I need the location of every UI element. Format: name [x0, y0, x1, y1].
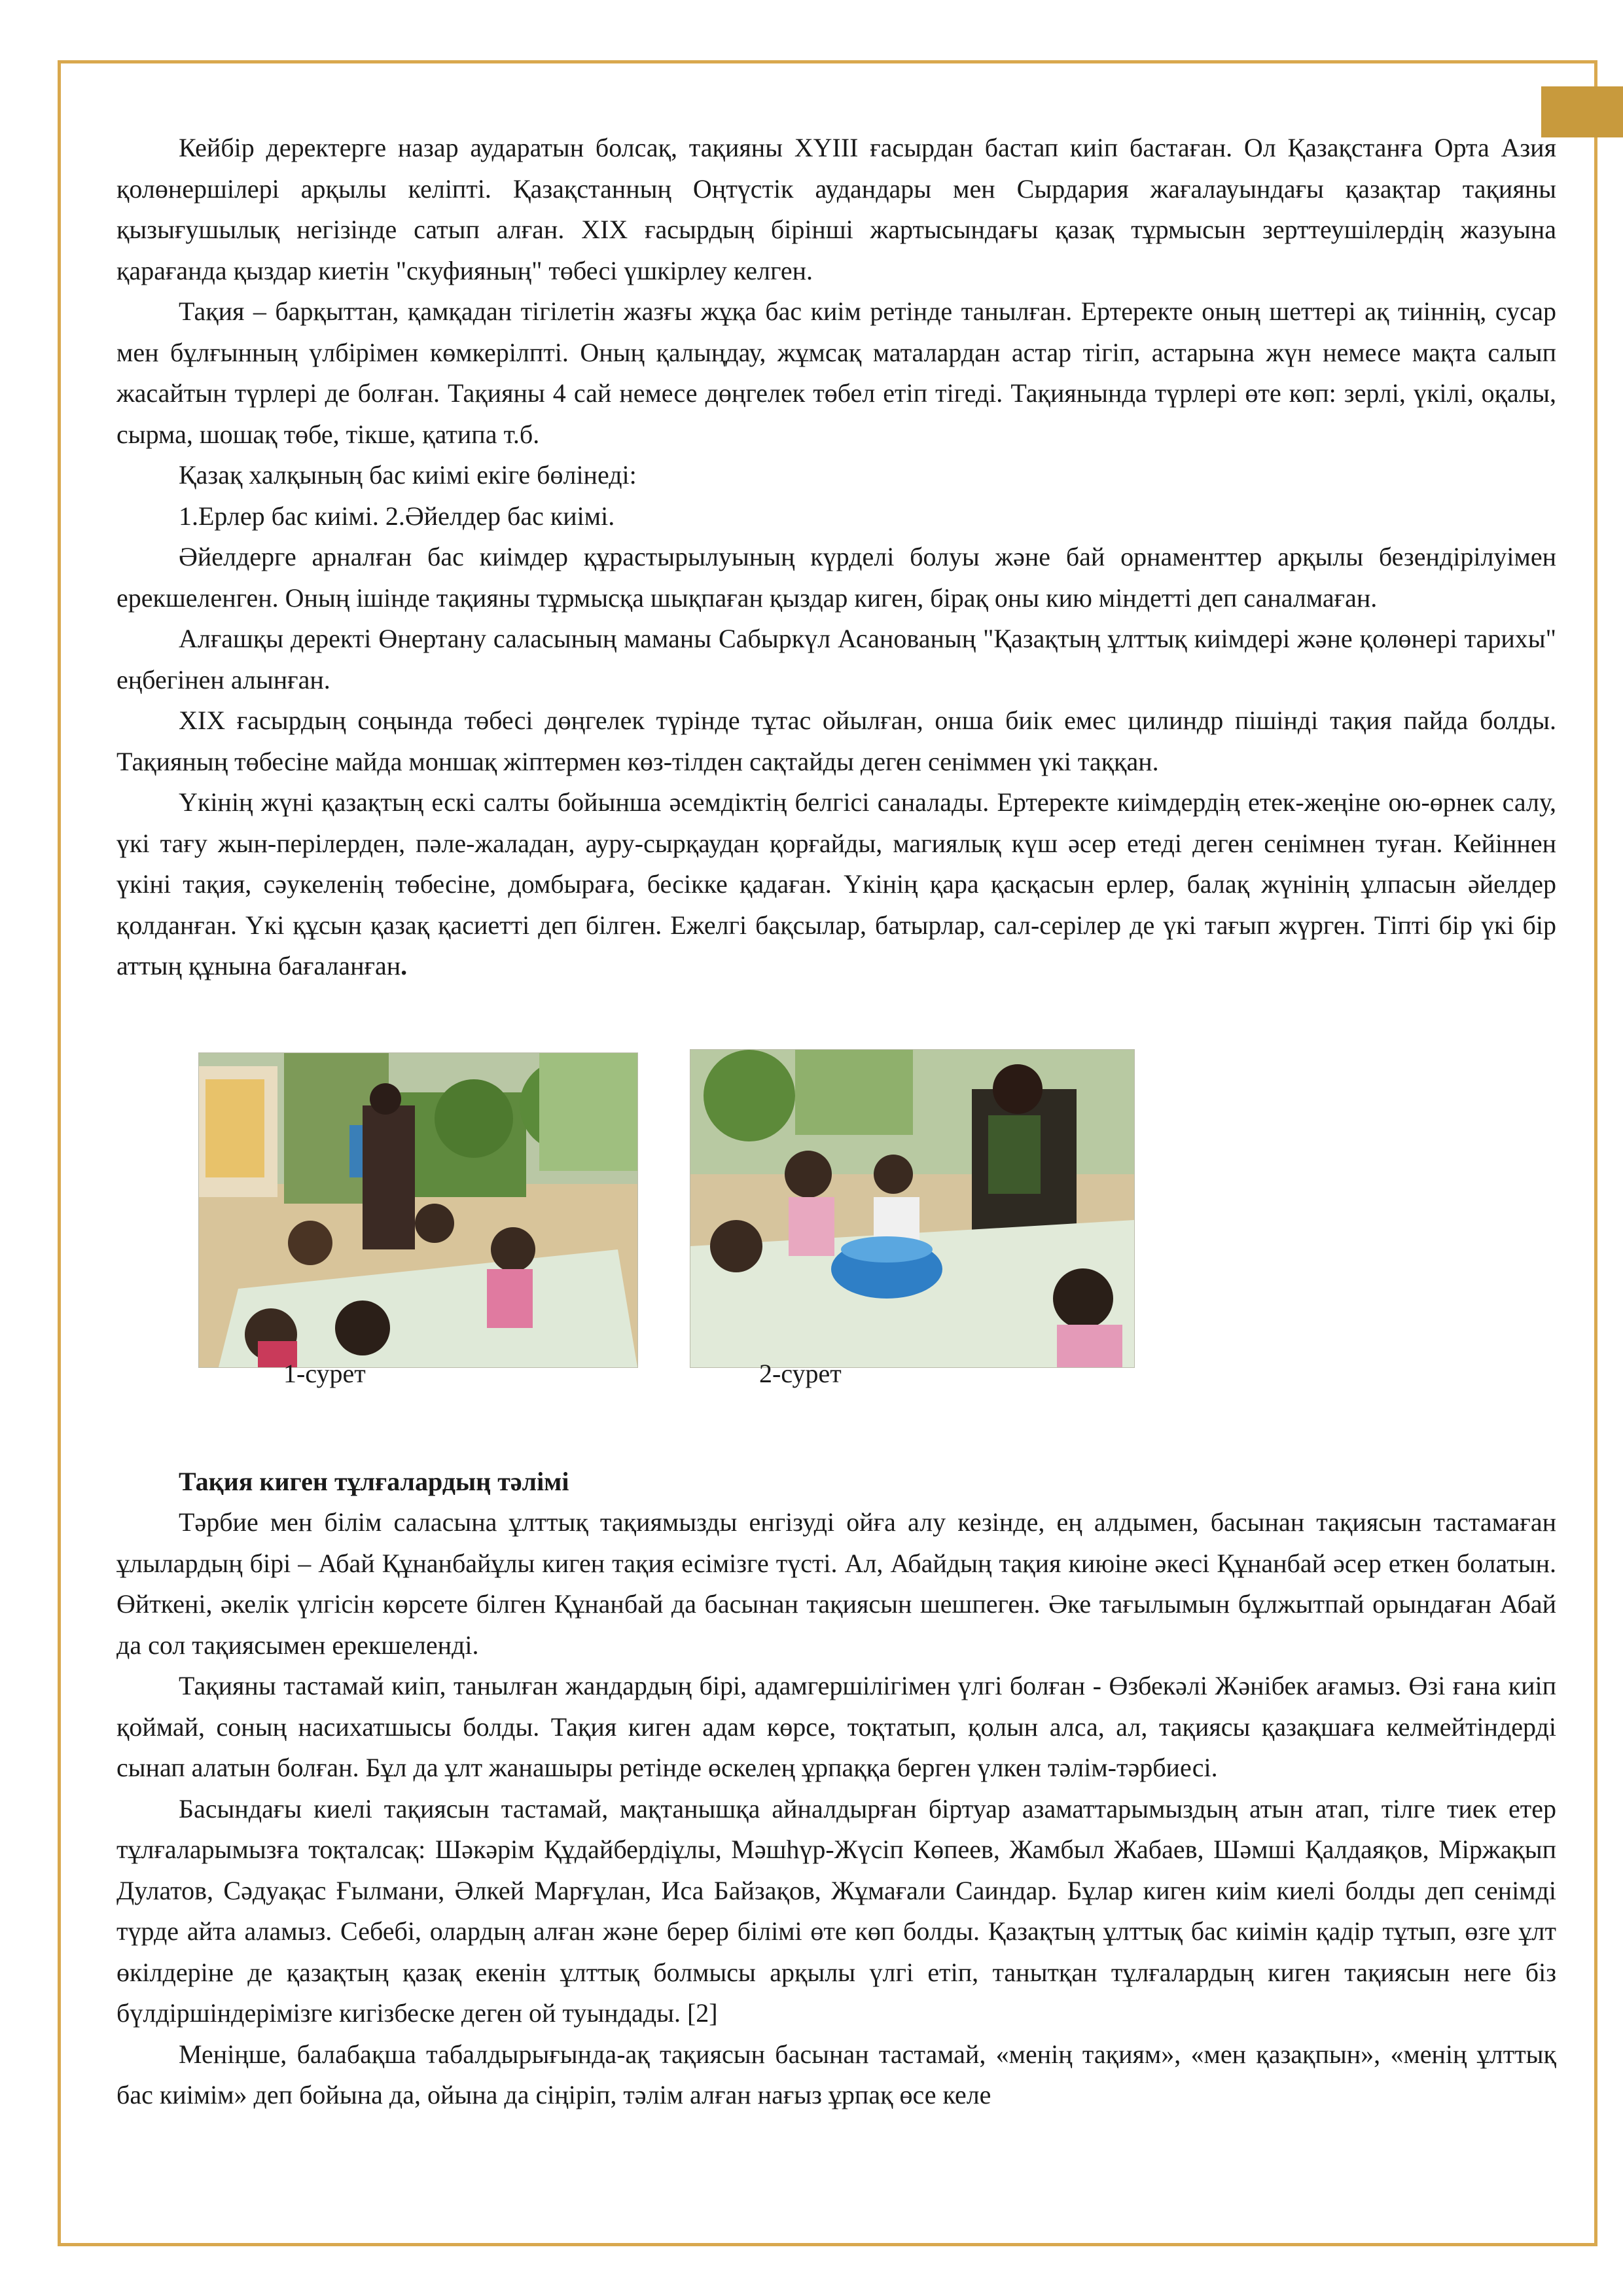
- paragraph-9: Тәрбие мен білім саласына ұлттық тақиямызды енгізуді ойға алу кезінде, ең алдымен, басынан тақиясын тастамаған ұлылардың бірі – Абай Құнанбайұлы киген тақия есімізге түсті. Ал, Абайдың тақия киюіне әкесі Құнанбай әсер еткен болатын. Өйткені, әкелік үлгісін көрсете білген Құнанбай да басынан тақиясын шешпеген. Әке тағылымын бұлжытпай орындаған Абай да сол тақиясымен ерекшеленді.: [116, 1507, 1556, 1660]
- paragraph-8-text: Үкінің жүні қазақтың ескі салты бойынша әсемдіктің белгісі саналады. Ертеректе киімдердің етек-жеңіне ою-өрнек салу, үкі тағу жын-перілерден, пәле-жаладан, ауру-сырқаудан қорғайды, магиялық күш әсер етеді деген сенімнен туған. Кейіннен үкіні тақия, сәукеленің төбесіне, домбыраға, бесікке қадаған. Үкінің қара қасқасын ерлер, балақ жүнінің ұлпасын әйелдер қолданған. Үкі құсын қазақ қасиетті деп білген. Ежелгі бақсылар, батырлар, сал-серілер де үкі тағып жүрген. Тіпті бір үкі бір аттың құнына бағаланған: [116, 787, 1556, 980]
- photo-caption-1: 1-сурет: [283, 1358, 366, 1388]
- section-heading: Тақия киген тұлғалардың тәлімі: [179, 1466, 569, 1496]
- paragraph-6: Алғашқы деректі Өнертану саласының маманы Сабыркүл Асанованың "Қазақтың ұлттық киімдері және қолөнері тарихы" еңбегінен алынған.: [116, 624, 1556, 694]
- paragraph-3: Қазақ халқының бас киімі екіге бөлінеді:: [179, 460, 637, 490]
- photo-classroom-1: [198, 1052, 638, 1368]
- document-body: [116, 128, 1556, 2116]
- paragraph-5: Әйелдерге арналған бас киімдер құрастырылуының күрделі болуы және бай орнаменттер арқылы безендірілуімен ерекшеленген. Оның ішінде тақияны тұрмысқа шықпаған қыздар киген, бірақ оны кию міндетті деп саналмаған.: [116, 542, 1556, 613]
- paragraph-8-tail: .: [401, 951, 408, 980]
- paragraph-7: XIX ғасырдың соңында төбесі дөңгелек түрінде тұтас ойылған, онша биік емес цилиндр пішінді тақия пайда болды. Тақияның төбесіне майда моншақ жіптермен көз-тілден сақтайды деген сеніммен үкі таққан.: [116, 706, 1556, 776]
- paragraph-10: Тақияны тастамай киіп, танылған жандардың бірі, адамгершілігімен үлгі болған - Өзбекәлі Жәнібек ағамыз. Өзі ғана киіп қоймай, соның насихатшысы болды. Тақия киген адам көрсе, тоқтатып, қолын алса, ал, тақиясы қазақшаға келмейтіндерді сынап алатын болған. Бұл да ұлт жанашыры ретінде өскелең ұрпаққа берген үлкен тәлім-тәрбиесі.: [116, 1671, 1556, 1782]
- photo-classroom-2: [690, 1049, 1135, 1368]
- photo-caption-2: 2-сурет: [759, 1358, 842, 1388]
- photo-row: [116, 1052, 1556, 1432]
- paragraph-1: Кейбір деректерге назар аударатын болсақ, тақияны XYIII ғасырдан бастап киіп бастаған. Ол Қазақстанға Орта Азия қолөнершілері арқылы келіпті. Қазақстанның Оңтүстік аудандары мен Сырдария жағалауындағы қазақтар тақияны қызығушылық негізінде сатып алған. XIX ғасырдың бірінші жартысындағы қазақ тұрмысын зерттеушілердің жазуына қарағанда қыздар киетін "скуфияның" төбесі үшкірлеу келген.: [116, 133, 1556, 285]
- paragraph-4: 1.Ерлер бас киімі. 2.Әйелдер бас киімі.: [179, 501, 615, 531]
- paragraph-2: Тақия – барқыттан, қамқадан тігілетін жазғы жұқа бас киім ретінде танылған. Ертеректе оның шеттері ақ тиіннің, сусар мен бұлғынның үлбірімен көмкерілпті. Оның қалыңдау, жұмсақ маталардан астар тігіп, астарына жүн немесе мақта салып жасайтын түрлері де болған. Тақияны 4 сай немесе дөңгелек төбел етіп тігеді. Тақиянында түрлері өте көп: зерлі, үкілі, оқалы, сырма, шошақ төбе, тікше, қатипа т.б.: [116, 296, 1556, 449]
- paragraph-12: Меніңше, балабақша табалдырығында-ақ тақиясын басынан тастамай, «менің тақиям», «мен қазақпын», «менің ұлттық бас киімім» деп бойына да, ойына да сіңіріп, тәлім алған нағыз ұрпақ өсе келе: [116, 2039, 1556, 2109]
- paragraph-8: [116, 782, 1556, 987]
- paragraph-11: Басындағы киелі тақиясын тастамай, мақтанышқа айналдырған біртуар азаматтарымыздың атын атап, тілге тиек етер тұлғаларымызға тоқталсақ: Шәкәрім Құдайбердіұлы, Мәшһүр-Жүсіп Көпеев, Жамбыл Жабаев, Шәмші Қалдаяқов, Міржақып Дулатов, Сәдуақас Ғылмани, Әлкей Марғұлан, Иса Байзақов, Жұмағали Саиндар. Бұлар киген киім киелі болды деп сенімді түрде айта аламыз. Себебі, олардың алған және берер білімі өте көп болды. Қазақтың ұлттық бас киімін қадір тұтып, өзге ұлт өкілдеріне де қазақтың қазақ екенін ұлттық болмысы арқылы үлгі етіп, танытқан тұлғалардың киген тақиясын неге біз бүлдіршіндерімізге кигізбеске деген ой туындады. [2]: [116, 1793, 1556, 2028]
